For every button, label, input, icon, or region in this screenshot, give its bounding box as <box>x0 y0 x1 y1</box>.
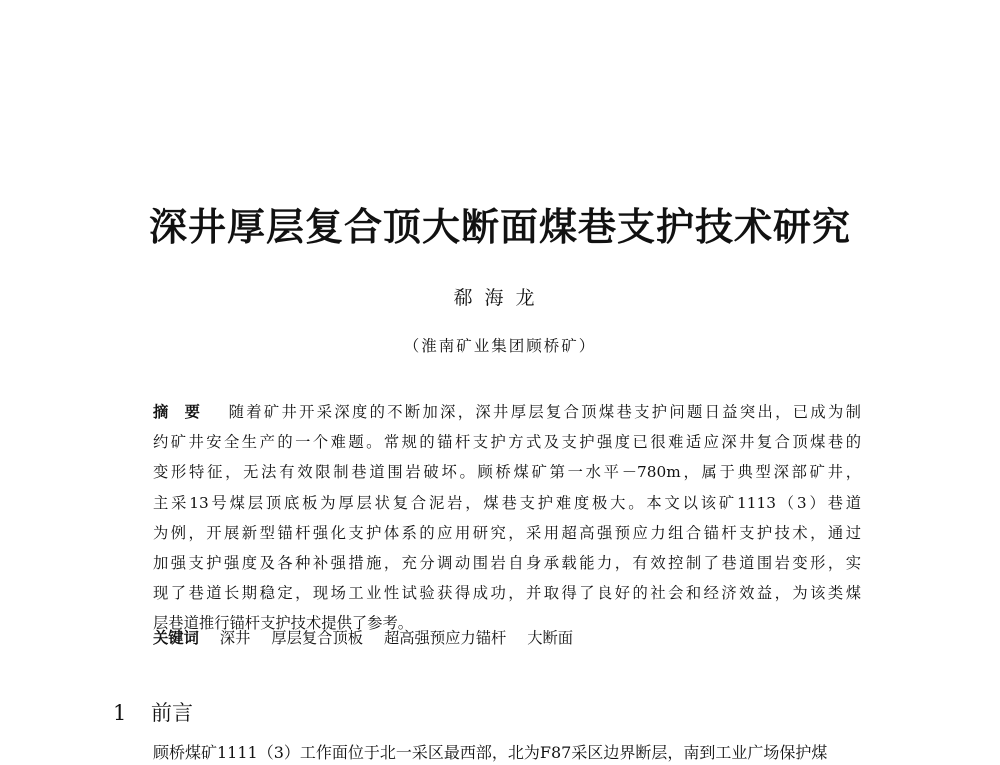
keywords-label: 关键词 <box>153 629 199 647</box>
section-title: 前言 <box>151 701 193 725</box>
author-name: 郗海龙 <box>453 287 547 309</box>
author-affiliation: （淮南矿业集团顾桥矿） <box>403 337 597 355</box>
abstract-line: 摘要 随着矿井开采深度的不断加深，深井厚层复合顶煤巷支护问题日益突出，已成为制 <box>153 403 861 421</box>
abstract-line: 层巷道推行锚杆支护技术提供了参考。 <box>153 614 414 633</box>
keywords-line <box>153 624 589 652</box>
keyword: 超高强预应力锚杆 <box>383 629 507 647</box>
abstract-line: 变形特征，无法有效限制巷道围岩破坏。顾桥煤矿第一水平－780m，属于典型深部矿井， <box>153 463 861 482</box>
abstract-block <box>153 397 861 639</box>
abstract-line: 主采13号煤层顶底板为厚层状复合泥岩，煤巷支护难度极大。本文以该矿1113（3）巷道 <box>153 493 861 512</box>
abstract-label: 摘要 <box>153 403 217 421</box>
section-heading <box>113 697 193 727</box>
keyword: 厚层复合顶板 <box>271 629 364 647</box>
abstract-line: 为例，开展新型锚杆强化支护体系的应用研究，采用超高强预应力组合锚杆支护技术，通过 <box>153 523 861 542</box>
keyword: 深井 <box>219 629 251 647</box>
section-number: 1 <box>113 701 127 725</box>
keyword: 大断面 <box>527 629 574 647</box>
abstract-line: 加强支护强度及各种补强措施，充分调动围岩自身承载能力，有效控制了巷道围岩变形，实 <box>153 553 861 572</box>
paper-title: 深井厚层复合顶大断面煤巷支护技术研究 <box>148 204 851 249</box>
body-text-line: 顾桥煤矿1111（3）工作面位于北一采区最西部，北为F87采区边界断层，南到工业广场保护煤 <box>153 743 828 762</box>
abstract-line: 现了巷道长期稳定，现场工业性试验获得成功，并取得了良好的社会和经济效益，为该类煤 <box>153 584 861 603</box>
abstract-line: 约矿井安全生产的一个难题。常规的锚杆支护方式及支护强度已很难适应深井复合顶煤巷的 <box>153 433 861 452</box>
